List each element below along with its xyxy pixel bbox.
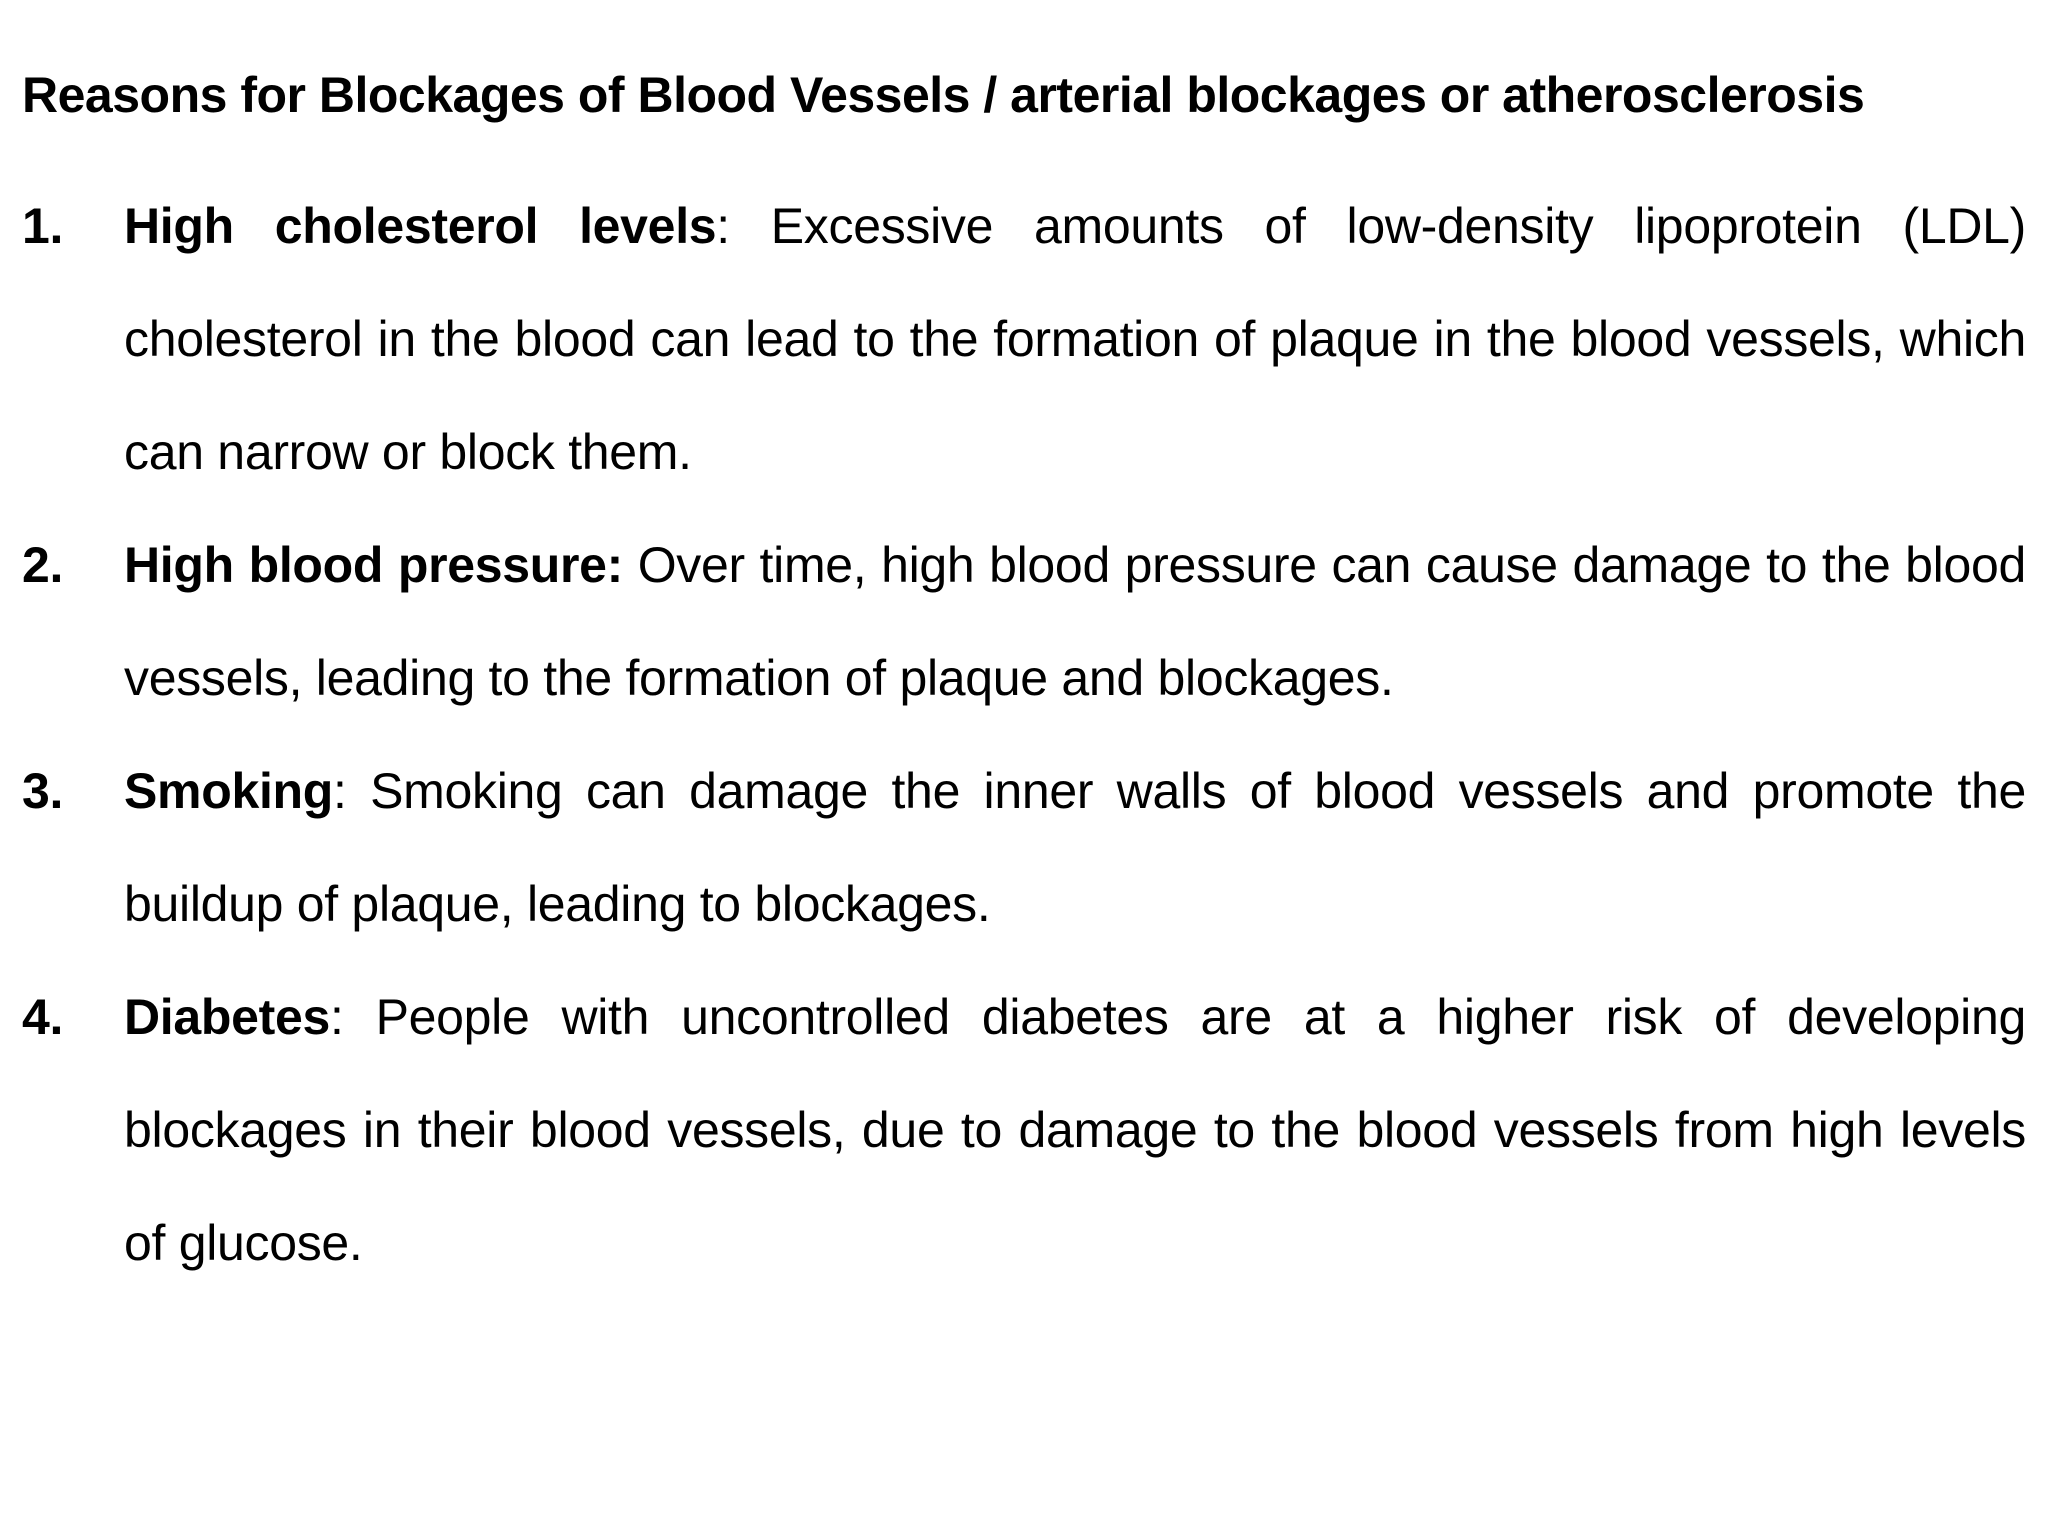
item-number: 4. <box>22 989 64 1045</box>
item-term: Smoking <box>124 763 334 819</box>
item-separator: : <box>330 989 344 1045</box>
item-description: Smoking can damage the inner walls of blood vessels and promote the buildup of plaque, leading to blockages. <box>124 763 2026 932</box>
reasons-list <box>22 170 2026 1300</box>
page-title: Reasons for Blockages of Blood Vessels / arterial blockages or atherosclerosis <box>22 67 1865 123</box>
list-item <box>22 509 2026 735</box>
list-item <box>22 961 2026 1300</box>
list-item <box>22 170 2026 509</box>
item-description: People with uncontrolled diabetes are at a higher risk of developing blockages in their blood vessels, due to damage to the blood vessels from high levels of glucose. <box>124 989 2026 1271</box>
item-separator: : <box>716 198 730 254</box>
item-description: Excessive amounts of low-density lipoprotein (LDL) cholesterol in the blood can lead to the formation of plaque in the blood vessels, which can narrow or block them. <box>124 198 2026 480</box>
item-number: 2. <box>22 537 64 593</box>
item-term: Diabetes <box>124 989 331 1045</box>
item-separator: : <box>333 763 347 819</box>
item-description: Over time, high blood pressure can cause damage to the blood vessels, leading to the formation of plaque and blockages. <box>124 537 2026 706</box>
item-number: 1. <box>22 198 64 254</box>
item-term: High blood pressure: <box>124 537 624 593</box>
item-number: 3. <box>22 763 64 819</box>
item-term: High cholesterol levels <box>124 198 717 254</box>
list-item <box>22 735 2026 961</box>
